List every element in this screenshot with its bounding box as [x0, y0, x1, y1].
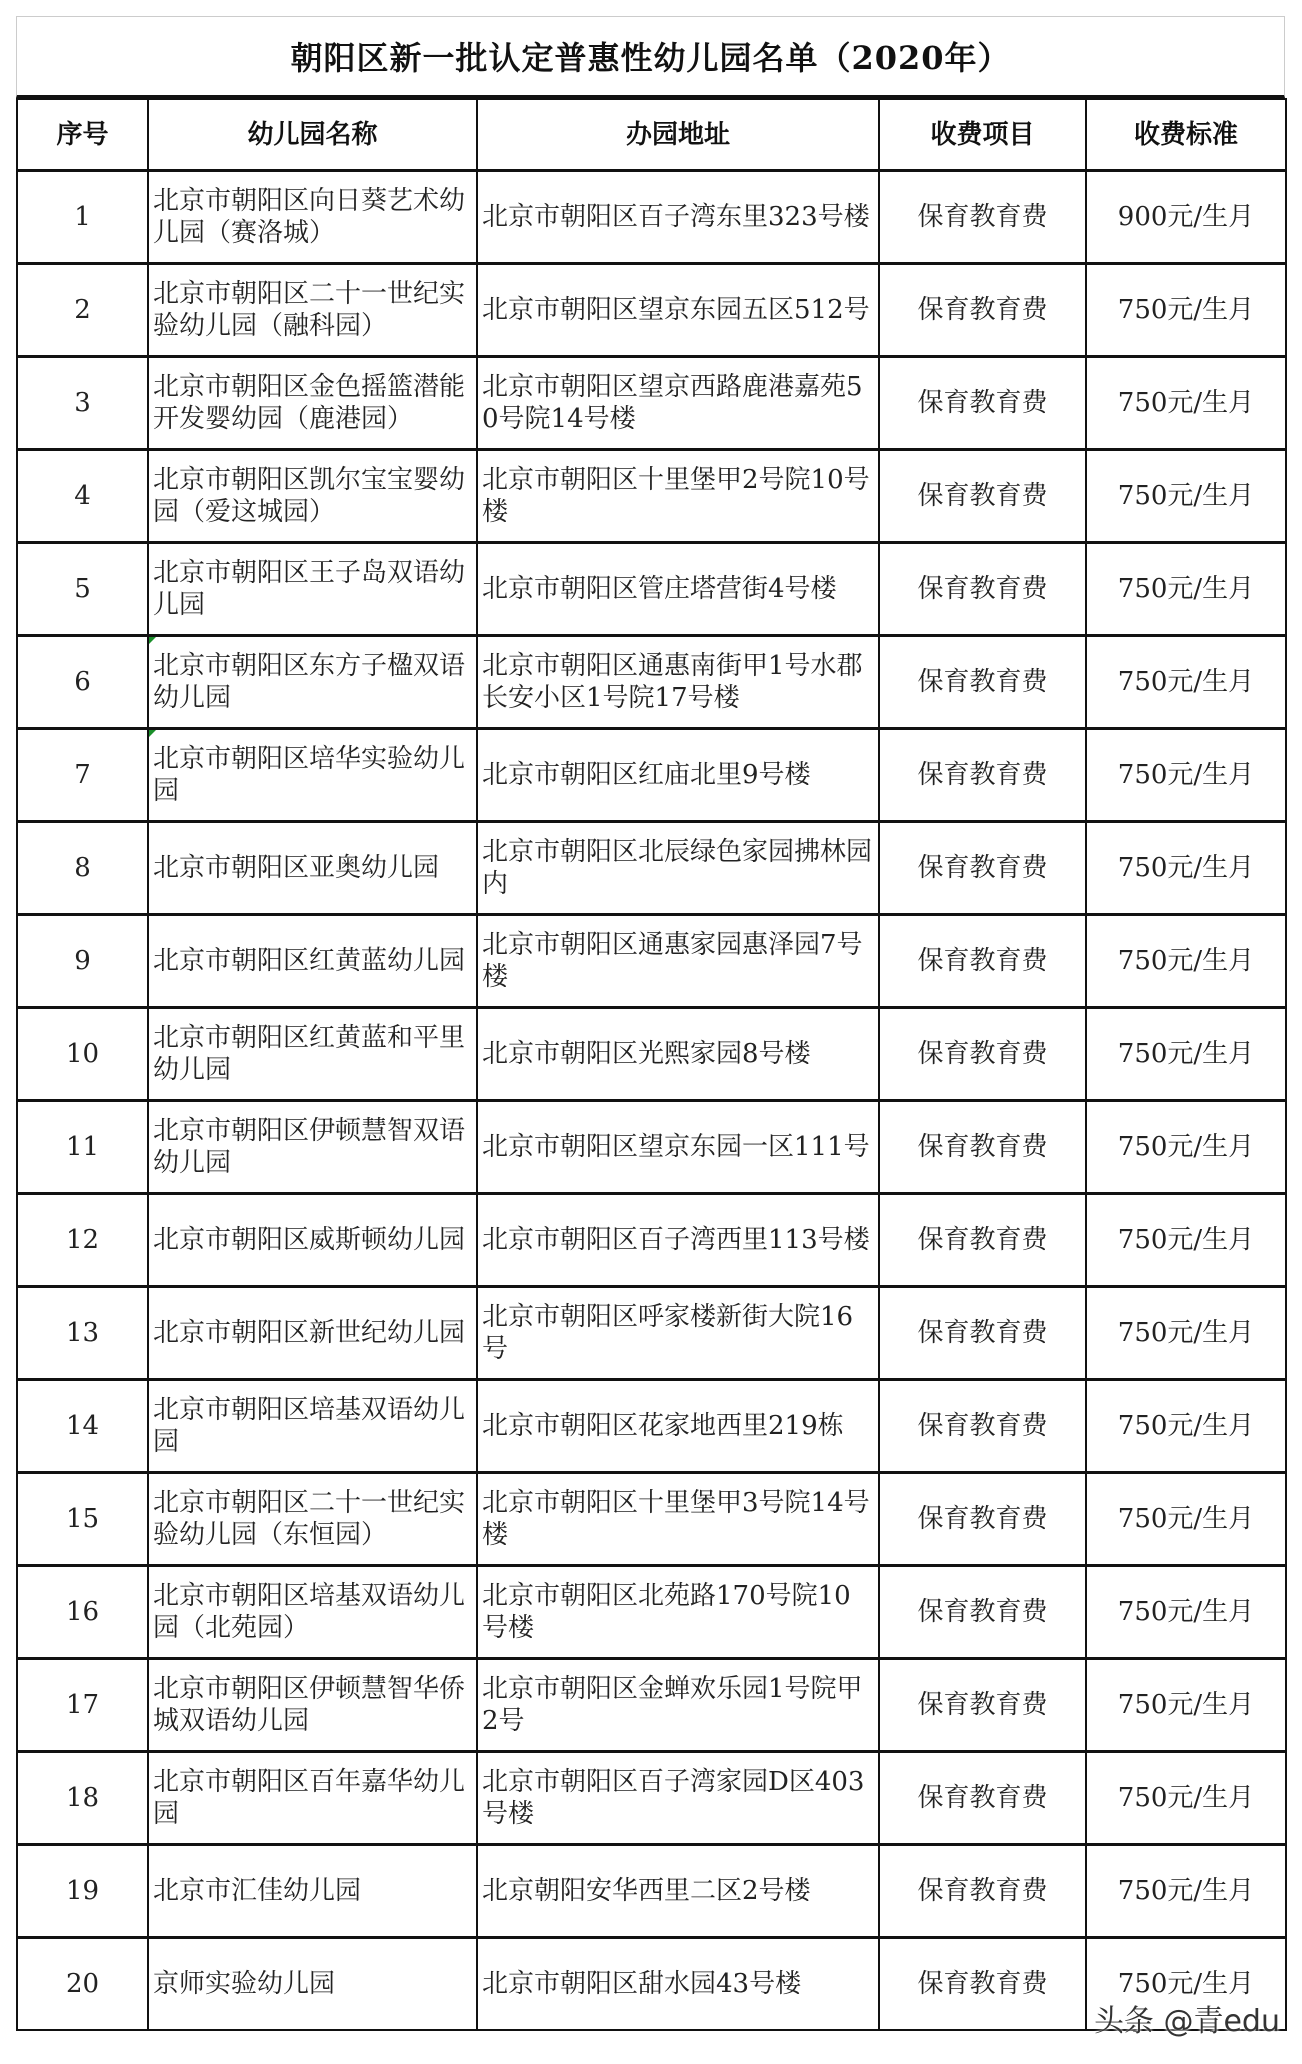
row-number: 5 — [17, 543, 148, 636]
kindergarten-name: 北京市朝阳区培基双语幼儿园（北苑园） — [148, 1566, 477, 1659]
row-number: 15 — [17, 1473, 148, 1566]
table-row — [17, 264, 1286, 357]
fee-item: 保育教育费 — [879, 1845, 1086, 1938]
kindergarten-address: 北京市朝阳区通惠南街甲1号水郡长安小区1号院17号楼 — [477, 636, 879, 729]
kindergarten-name: 北京市朝阳区二十一世纪实验幼儿园（融科园） — [148, 264, 477, 357]
kindergarten-address: 北京市朝阳区十里堡甲2号院10号楼 — [477, 450, 879, 543]
kindergarten-name: 北京市朝阳区王子岛双语幼儿园 — [148, 543, 477, 636]
kindergarten-name: 北京市朝阳区威斯顿幼儿园 — [148, 1194, 477, 1287]
fee-item: 保育教育费 — [879, 543, 1086, 636]
fee-item: 保育教育费 — [879, 1473, 1086, 1566]
fee-item: 保育教育费 — [879, 357, 1086, 450]
fee-item: 保育教育费 — [879, 822, 1086, 915]
table-row — [17, 1287, 1286, 1380]
kindergarten-address: 北京市朝阳区甜水园43号楼 — [477, 1938, 879, 2031]
fee-standard: 750元/生月 — [1086, 1659, 1286, 1752]
table-row — [17, 357, 1286, 450]
kindergarten-address: 北京市朝阳区百子湾东里323号楼 — [477, 171, 879, 264]
kindergarten-name: 北京市朝阳区伊顿慧智双语幼儿园 — [148, 1101, 477, 1194]
fee-item: 保育教育费 — [879, 1380, 1086, 1473]
row-number: 12 — [17, 1194, 148, 1287]
row-number: 8 — [17, 822, 148, 915]
column-header-name: 幼儿园名称 — [148, 99, 477, 171]
fee-item: 保育教育费 — [879, 1659, 1086, 1752]
fee-item: 保育教育费 — [879, 636, 1086, 729]
fee-item: 保育教育费 — [879, 729, 1086, 822]
fee-standard: 750元/生月 — [1086, 543, 1286, 636]
kindergarten-address: 北京朝阳安华西里二区2号楼 — [477, 1845, 879, 1938]
table-row — [17, 915, 1286, 1008]
row-number: 9 — [17, 915, 148, 1008]
column-header-fee-item: 收费项目 — [879, 99, 1086, 171]
table-row — [17, 1008, 1286, 1101]
row-number: 18 — [17, 1752, 148, 1845]
fee-standard: 750元/生月 — [1086, 1845, 1286, 1938]
fee-standard: 900元/生月 — [1086, 171, 1286, 264]
kindergarten-address: 北京市朝阳区光熙家园8号楼 — [477, 1008, 879, 1101]
fee-standard: 750元/生月 — [1086, 729, 1286, 822]
sheet-title: 朝阳区新一批认定普惠性幼儿园名单（2020年） — [16, 16, 1285, 98]
row-number: 13 — [17, 1287, 148, 1380]
kindergarten-address: 北京市朝阳区金蝉欢乐园1号院甲2号 — [477, 1659, 879, 1752]
fee-item: 保育教育费 — [879, 1566, 1086, 1659]
fee-standard: 750元/生月 — [1086, 1566, 1286, 1659]
row-number: 19 — [17, 1845, 148, 1938]
row-number: 14 — [17, 1380, 148, 1473]
fee-item: 保育教育费 — [879, 915, 1086, 1008]
kindergarten-name: 北京市朝阳区新世纪幼儿园 — [148, 1287, 477, 1380]
kindergarten-address: 北京市朝阳区望京东园一区111号 — [477, 1101, 879, 1194]
table-row — [17, 1659, 1286, 1752]
fee-standard: 750元/生月 — [1086, 1473, 1286, 1566]
row-number: 6 — [17, 636, 148, 729]
kindergarten-address: 北京市朝阳区望京东园五区512号 — [477, 264, 879, 357]
table-row — [17, 543, 1286, 636]
kindergarten-name: 北京市朝阳区凯尔宝宝婴幼园（爱这城园） — [148, 450, 477, 543]
kindergarten-list-sheet — [16, 16, 1285, 2031]
fee-standard: 750元/生月 — [1086, 1194, 1286, 1287]
table-row — [17, 450, 1286, 543]
kindergarten-address: 北京市朝阳区管庄塔营街4号楼 — [477, 543, 879, 636]
fee-item: 保育教育费 — [879, 450, 1086, 543]
table-row — [17, 729, 1286, 822]
kindergarten-address: 北京市朝阳区红庙北里9号楼 — [477, 729, 879, 822]
kindergarten-name: 北京市朝阳区东方子楹双语幼儿园 — [148, 636, 477, 729]
fee-standard: 750元/生月 — [1086, 1101, 1286, 1194]
fee-item: 保育教育费 — [879, 1752, 1086, 1845]
fee-standard: 750元/生月 — [1086, 822, 1286, 915]
fee-standard: 750元/生月 — [1086, 636, 1286, 729]
row-number: 2 — [17, 264, 148, 357]
kindergarten-name: 北京市朝阳区红黄蓝幼儿园 — [148, 915, 477, 1008]
kindergarten-name: 北京市朝阳区百年嘉华幼儿园 — [148, 1752, 477, 1845]
table-row — [17, 1752, 1286, 1845]
kindergarten-address: 北京市朝阳区望京西路鹿港嘉苑50号院14号楼 — [477, 357, 879, 450]
kindergarten-name: 北京市朝阳区红黄蓝和平里幼儿园 — [148, 1008, 477, 1101]
row-number: 10 — [17, 1008, 148, 1101]
table-row — [17, 1845, 1286, 1938]
kindergarten-name: 北京市朝阳区伊顿慧智华侨城双语幼儿园 — [148, 1659, 477, 1752]
kindergarten-name: 北京市朝阳区培基双语幼儿园 — [148, 1380, 477, 1473]
cell-comment-marker-icon — [149, 637, 156, 644]
fee-item: 保育教育费 — [879, 1101, 1086, 1194]
kindergarten-address: 北京市朝阳区北苑路170号院10号楼 — [477, 1566, 879, 1659]
fee-item: 保育教育费 — [879, 1194, 1086, 1287]
table-header-row — [17, 99, 1286, 171]
kindergarten-name: 北京市朝阳区向日葵艺术幼儿园（赛洛城） — [148, 171, 477, 264]
kindergarten-address: 北京市朝阳区百子湾西里113号楼 — [477, 1194, 879, 1287]
kindergarten-table — [16, 98, 1287, 2031]
kindergarten-address: 北京市朝阳区花家地西里219栋 — [477, 1380, 879, 1473]
fee-standard: 750元/生月 — [1086, 1752, 1286, 1845]
cell-comment-marker-icon — [149, 730, 156, 737]
table-row — [17, 822, 1286, 915]
table-row — [17, 1566, 1286, 1659]
table-row — [17, 171, 1286, 264]
kindergarten-name: 北京市朝阳区亚奥幼儿园 — [148, 822, 477, 915]
fee-item: 保育教育费 — [879, 1008, 1086, 1101]
row-number: 16 — [17, 1566, 148, 1659]
table-row — [17, 1101, 1286, 1194]
row-number: 7 — [17, 729, 148, 822]
table-row — [17, 1473, 1286, 1566]
watermark: 头条 @青edu — [1093, 2004, 1280, 2039]
fee-item: 保育教育费 — [879, 171, 1086, 264]
column-header-number: 序号 — [17, 99, 148, 171]
kindergarten-name: 北京市朝阳区二十一世纪实验幼儿园（东恒园） — [148, 1473, 477, 1566]
fee-item: 保育教育费 — [879, 1287, 1086, 1380]
row-number: 20 — [17, 1938, 148, 2031]
row-number: 11 — [17, 1101, 148, 1194]
kindergarten-name: 北京市朝阳区培华实验幼儿园 — [148, 729, 477, 822]
row-number: 17 — [17, 1659, 148, 1752]
fee-standard: 750元/生月 — [1086, 357, 1286, 450]
fee-standard: 750元/生月 — [1086, 1008, 1286, 1101]
row-number: 1 — [17, 171, 148, 264]
kindergarten-address: 北京市朝阳区百子湾家园D区403号楼 — [477, 1752, 879, 1845]
kindergarten-address: 北京市朝阳区通惠家园惠泽园7号楼 — [477, 915, 879, 1008]
fee-standard: 750元/生月 — [1086, 1380, 1286, 1473]
fee-standard: 750元/生月 — [1086, 1938, 1286, 2031]
fee-standard: 750元/生月 — [1086, 1287, 1286, 1380]
kindergarten-address: 北京市朝阳区十里堡甲3号院14号楼 — [477, 1473, 879, 1566]
fee-standard: 750元/生月 — [1086, 915, 1286, 1008]
row-number: 3 — [17, 357, 148, 450]
table-row — [17, 1380, 1286, 1473]
fee-item: 保育教育费 — [879, 264, 1086, 357]
column-header-address: 办园地址 — [477, 99, 879, 171]
table-row — [17, 636, 1286, 729]
kindergarten-name: 京师实验幼儿园 — [148, 1938, 477, 2031]
table-row — [17, 1194, 1286, 1287]
kindergarten-address: 北京市朝阳区呼家楼新街大院16号 — [477, 1287, 879, 1380]
column-header-fee-standard: 收费标准 — [1086, 99, 1286, 171]
kindergarten-name: 北京市朝阳区金色摇篮潜能开发婴幼园（鹿港园） — [148, 357, 477, 450]
fee-standard: 750元/生月 — [1086, 264, 1286, 357]
row-number: 4 — [17, 450, 148, 543]
fee-item: 保育教育费 — [879, 1938, 1086, 2031]
kindergarten-name: 北京市汇佳幼儿园 — [148, 1845, 477, 1938]
kindergarten-address: 北京市朝阳区北辰绿色家园拂林园内 — [477, 822, 879, 915]
fee-standard: 750元/生月 — [1086, 450, 1286, 543]
